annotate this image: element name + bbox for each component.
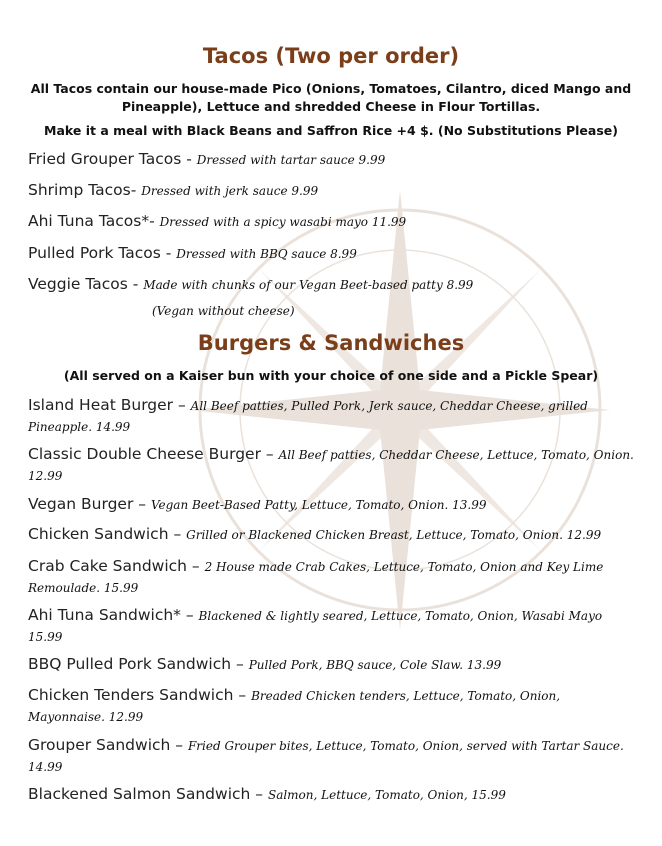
tacos-ingredients-note: All Tacos contain our house-made Pico (Onions, Tomatoes, Cilantro, diced Mango and Pineapple), Lettuce and shredded Cheese in Flour Tortillas. bbox=[30, 81, 632, 114]
item-name: Veggie Tacos - bbox=[28, 275, 144, 293]
item-description: Dressed with BBQ sauce 8.99 bbox=[176, 247, 357, 261]
item-name: BBQ Pulled Pork Sandwich – bbox=[28, 655, 249, 673]
menu-item bbox=[28, 654, 638, 675]
item-name: Fried Grouper Tacos - bbox=[28, 150, 197, 168]
item-name: Vegan Burger – bbox=[28, 495, 151, 513]
menu-item bbox=[28, 524, 638, 545]
item-description: Blackened & lightly seared, Lettuce, Tomato, Onion, Wasabi Mayo 15.99 bbox=[28, 609, 603, 644]
item-name: Pulled Pork Tacos - bbox=[28, 244, 177, 262]
item-name: Chicken Sandwich – bbox=[28, 525, 187, 543]
menu-item bbox=[28, 494, 638, 515]
menu-item bbox=[28, 395, 638, 437]
burgers-heading: Burgers & Sandwiches bbox=[197, 331, 465, 355]
item-name: Classic Double Cheese Burger – bbox=[28, 445, 279, 463]
item-description: Fried Grouper bites, Lettuce, Tomato, Onion, served with Tartar Sauce. 14.99 bbox=[28, 739, 624, 774]
menu-item bbox=[28, 556, 638, 598]
item-name: Chicken Tenders Sandwich – bbox=[28, 686, 252, 704]
vegan-note: (Vegan without cheese) bbox=[152, 304, 295, 318]
item-name: Island Heat Burger – bbox=[28, 396, 191, 414]
menu-item bbox=[28, 149, 638, 170]
menu-item bbox=[28, 444, 638, 486]
item-description: Salmon, Lettuce, Tomato, Onion, 15.99 bbox=[267, 788, 506, 802]
item-name: Shrimp Tacos- bbox=[28, 181, 142, 199]
item-description: Pulled Pork, BBQ sauce, Cole Slaw. 13.99 bbox=[248, 658, 502, 672]
menu-item bbox=[28, 243, 638, 264]
item-name: Crab Cake Sandwich – bbox=[28, 557, 205, 575]
item-description: Dressed with jerk sauce 9.99 bbox=[141, 184, 319, 198]
menu-item bbox=[28, 685, 638, 727]
item-description: Dressed with a spicy wasabi mayo 11.99 bbox=[159, 215, 407, 229]
item-description: Grilled or Blackened Chicken Breast, Lettuce, Tomato, Onion. 12.99 bbox=[186, 528, 602, 542]
item-name: Grouper Sandwich – bbox=[28, 736, 188, 754]
item-description: Dressed with tartar sauce 9.99 bbox=[196, 153, 386, 167]
item-description: Breaded Chicken tenders, Lettuce, Tomato, Onion, Mayonnaise. 12.99 bbox=[28, 689, 561, 724]
menu-item bbox=[28, 274, 638, 295]
item-description: Vegan Beet-Based Patty, Lettuce, Tomato, Onion. 13.99 bbox=[150, 498, 487, 512]
item-description: All Beef patties, Cheddar Cheese, Lettuce, Tomato, Onion. 12.99 bbox=[28, 448, 634, 483]
menu-item bbox=[28, 784, 638, 805]
item-name: Ahi Tuna Tacos*- bbox=[28, 212, 160, 230]
item-description: All Beef patties, Pulled Pork, Jerk sauce, Cheddar Cheese, grilled Pineapple. 14.99 bbox=[28, 399, 588, 434]
menu-item bbox=[28, 180, 638, 201]
item-name: Ahi Tuna Sandwich* – bbox=[28, 606, 199, 624]
menu-item bbox=[28, 211, 638, 232]
item-description: 2 House made Crab Cakes, Lettuce, Tomato, Onion and Key Lime Remoulade. 15.99 bbox=[28, 560, 604, 595]
item-description: Made with chunks of our Vegan Beet-based patty 8.99 bbox=[143, 278, 474, 292]
tacos-meal-note: Make it a meal with Black Beans and Saffron Rice +4 $. (No Substitutions Please) bbox=[44, 123, 618, 138]
burgers-note: (All served on a Kaiser bun with your choice of one side and a Pickle Spear) bbox=[63, 368, 599, 383]
tacos-heading: Tacos (Two per order) bbox=[202, 44, 460, 68]
menu-item bbox=[28, 605, 638, 647]
menu-item bbox=[28, 735, 638, 777]
item-name: Blackened Salmon Sandwich – bbox=[28, 785, 268, 803]
